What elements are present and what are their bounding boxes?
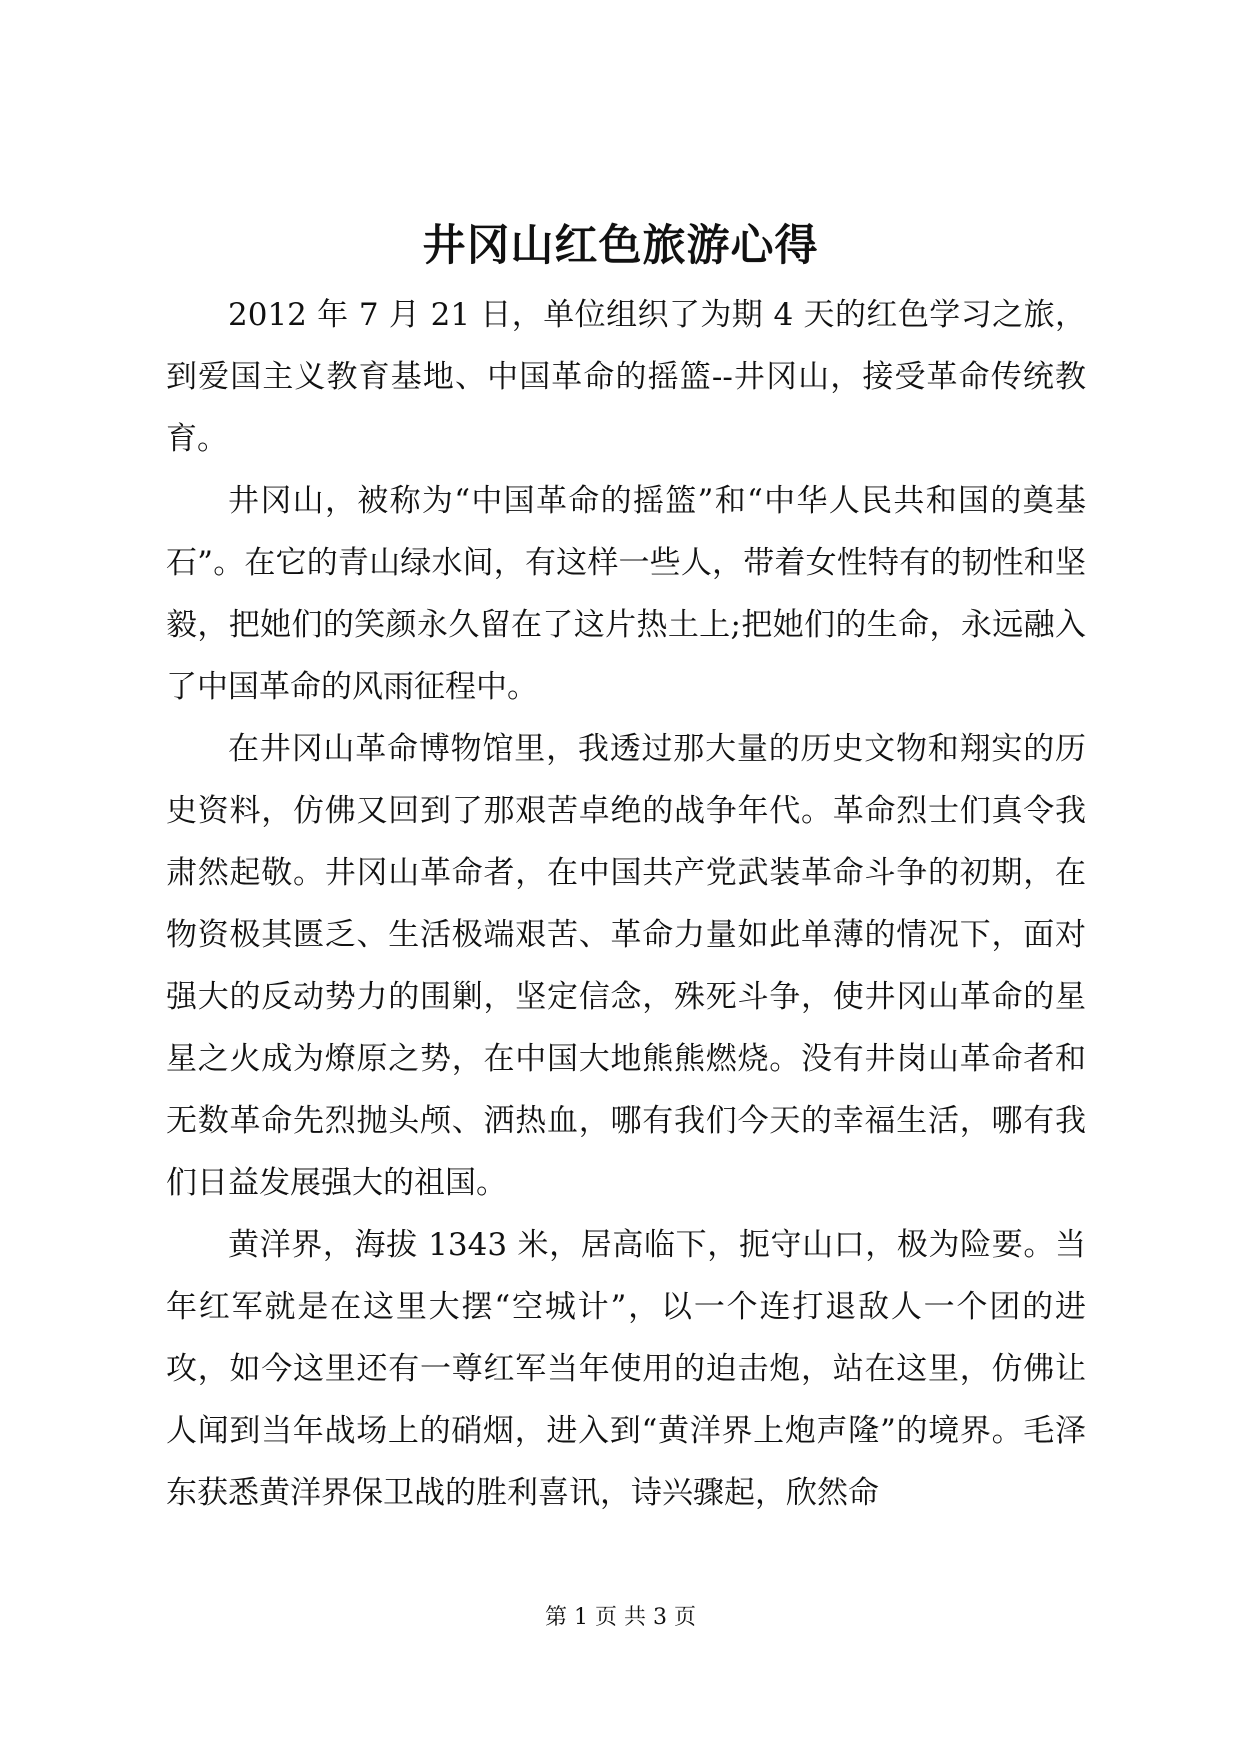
page-footer: 第 1 页 共 3 页 xyxy=(545,1605,696,1630)
document-body xyxy=(166,284,1086,1524)
paragraph: 黄洋界，海拔 1343 米，居高临下，扼守山口，极为险要。当年红军就是在这里大摆“空城计”，以一个连打退敌人一个团的进攻，如今这里还有一尊红军当年使用的迫击炮，站在这里，仿佛让人闻到当年战场上的硝烟，进入到“黄洋界上炮声隆”的境界。毛泽东获悉黄洋界保卫战的胜利喜讯，诗兴骤起，欣然命 xyxy=(166,1227,1086,1511)
paragraph: 2012 年 7 月 21 日，单位组织了为期 4 天的红色学习之旅，到爱国主义教育基地、中国革命的摇篮--井冈山，接受革命传统教育。 xyxy=(166,297,1086,457)
paragraph: 井冈山，被称为“中国革命的摇篮”和“中华人民共和国的奠基石”。在它的青山绿水间，有这样一些人，带着女性特有的韧性和坚毅，把她们的笑颜永久留在了这片热土上;把她们的生命，永远融入了中国革命的风雨征程中。 xyxy=(166,483,1086,705)
paragraph: 在井冈山革命博物馆里，我透过那大量的历史文物和翔实的历史资料，仿佛又回到了那艰苦卓绝的战争年代。革命烈士们真令我肃然起敬。井冈山革命者，在中国共产党武装革命斗争的初期，在物资极其匮乏、生活极端艰苦、革命力量如此单薄的情况下，面对强大的反动势力的围剿，坚定信念，殊死斗争，使井冈山革命的星星之火成为燎原之势，在中国大地熊熊燃烧。没有井岗山革命者和无数革命先烈抛头颅、洒热血，哪有我们今天的幸福生活，哪有我们日益发展强大的祖国。 xyxy=(166,731,1086,1201)
document-title: 井冈山红色旅游心得 xyxy=(422,221,819,271)
